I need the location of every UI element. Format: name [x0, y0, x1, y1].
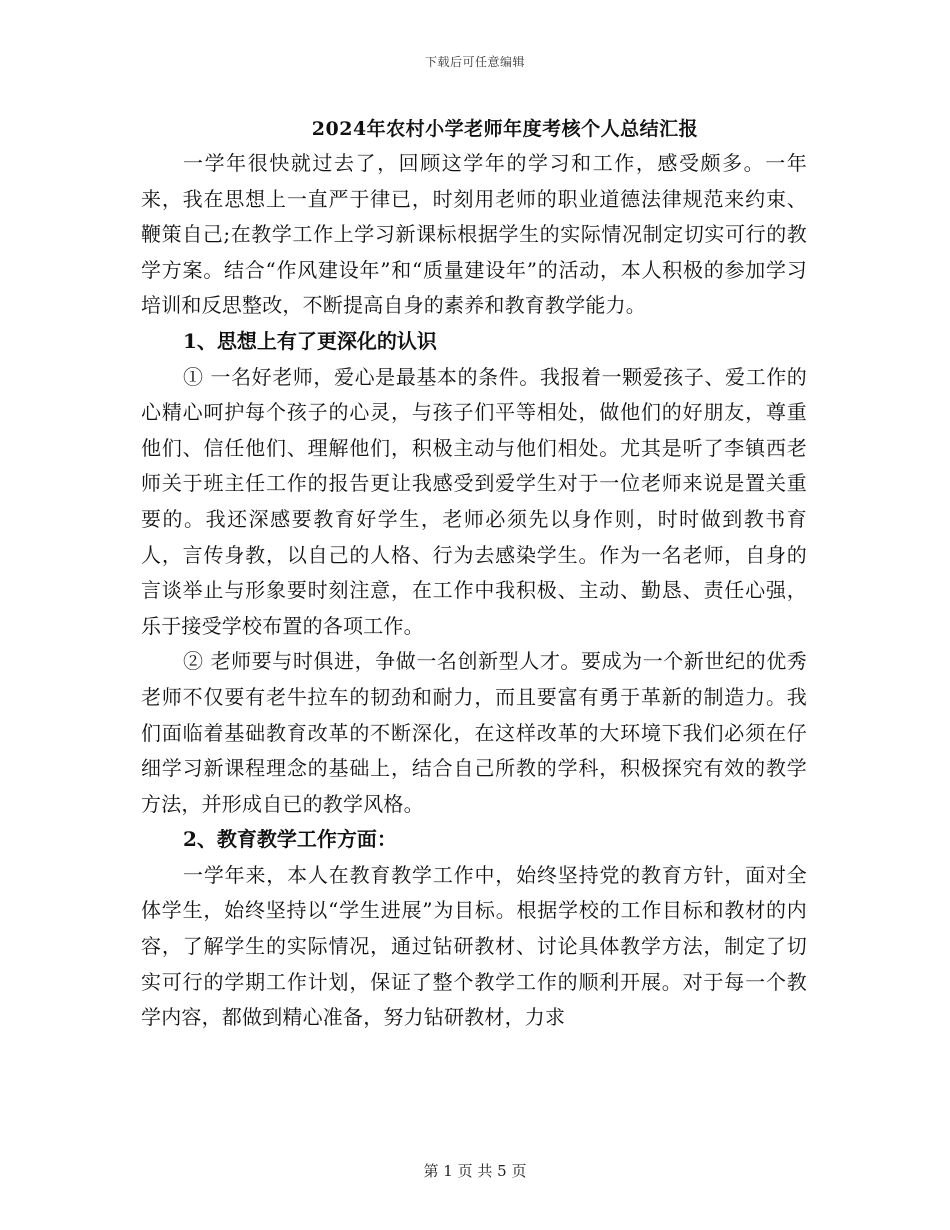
header-note: 下载后可任意编辑 — [424, 55, 525, 69]
section-1-heading: 1、思想上有了更深化的认识 — [183, 328, 437, 353]
section-1-paragraph-1: ① 一名好老师，爱心是最基本的条件。我报着一颗爱孩子、爱工作的心精心呵护每个孩子的心灵，与孩子们平等相处，做他们的好朋友，尊重他们、信任他们、理解他们，积极主动与他们相处。尤其是听了李镇西老师关于班主任工作的报告更让我感受到爱学生对于一位老师来说是置关重要的。我还深感要教育好学生，老师必须先以身作则，时时做到教书育人，言传身教，以自己的人格、行为去感染学生。作为一名老师，自身的言谈举止与形象要时刻注意，在工作中我积极、主动、勤恳、责任心强，乐于接受学校布置的各项工作。 — [141, 364, 807, 638]
section-2-paragraph-1: 一学年来，本人在教育教学工作中，始终坚持党的教育方针，面对全体学生，始终坚持以“学生进展”为目标。根据学校的工作目标和教材的内容，了解学生的实际情况，通过钻研教材、讨论具体教学方法，制定了切实可行的学期工作计划，保证了整个教学工作的顺利开展。对于每一个教学内容，都做到精心准备，努力钻研教材，力求 — [141, 862, 807, 1030]
section-2-heading: 2、教育教学工作方面： — [183, 827, 397, 852]
section-1-paragraph-2: ② 老师要与时俱进，争做一名创新型人才。要成为一个新世纪的优秀老师不仅要有老牛拉车的韧劲和耐力，而且要富有勇于革新的制造力。我们面临着基础教育改革的不断深化，在这样改革的大环境下我们必须在仔细学习新课程理念的基础上，结合自己所教的学科，积极探究有效的教学方法，并形成自已的教学风格。 — [141, 649, 807, 816]
document-body — [141, 146, 807, 1036]
page-indicator: 第 1 页 共 5 页 — [423, 1162, 527, 1180]
document-title: 2024年农村小学老师年度考核个人总结汇报 — [311, 118, 699, 140]
intro-paragraph: 一学年很快就过去了，回顾这学年的学习和工作，感受颇多。一年来，我在思想上一直严于律已，时刻用老师的职业道德法律规范来约束、鞭策自己;在教学工作上学习新课标根据学生的实际情况制定切实可行的教学方案。结合“作风建设年”和“质量建设年”的活动，本人积极的参加学习培训和反思整改，不断提高自身的素养和教育教学能力。 — [141, 151, 807, 318]
